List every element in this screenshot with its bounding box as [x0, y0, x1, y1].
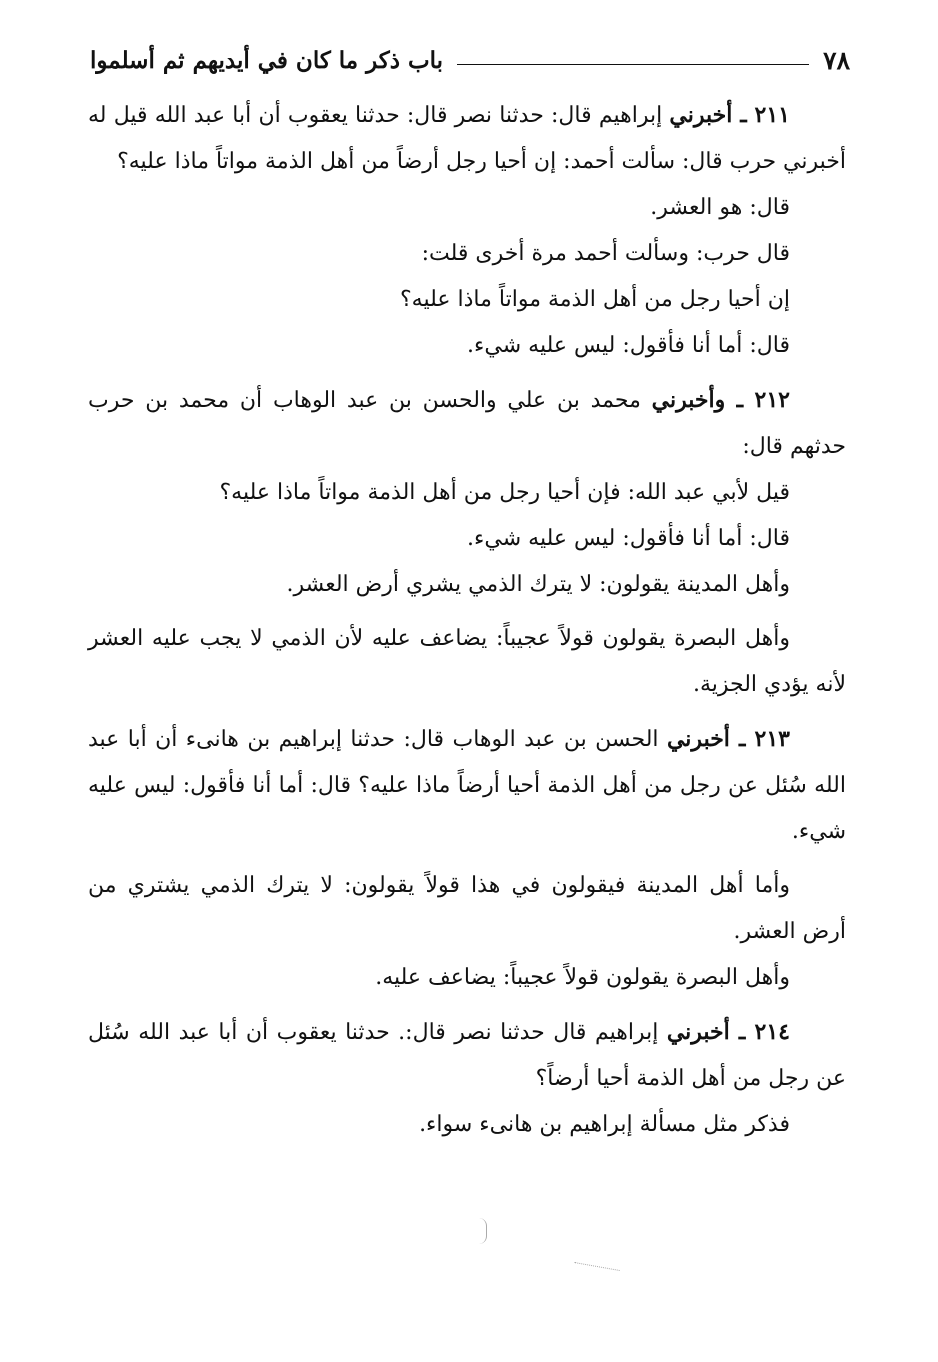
paragraph-212-line-1: قيل لأبي عبد الله: فإن أحيا رجل من أهل الذمة مواتاً ماذا عليه؟ [219, 480, 790, 505]
page-header [90, 40, 850, 80]
paragraph-211-line-4: قال: أما أنا فأقول: ليس عليه شيء. [467, 333, 790, 358]
paragraph-211-line-3: إن أحيا رجل من أهل الذمة مواتاً ماذا عليه؟ [399, 287, 790, 312]
scan-mark [476, 1218, 487, 1244]
paragraph-212-line-3: وأهل المدينة يقولون: لا يترك الذمي يشري أرض العشر. [286, 572, 790, 597]
narration-number-213: ٢١٣ ـ أخبرني [666, 726, 790, 752]
paragraph-213 [88, 716, 846, 855]
paragraph-213-text: الحسن بن عبد الوهاب قال: حدثنا إبراهيم بن هانىء أن أبا عبد الله سُئل عن رجل من أهل الذمة أحيا أرضاً ماذا عليه؟ قال: أما أنا فأقول: ليس عليه شيء. [88, 727, 846, 844]
narration-number-214: ٢١٤ ـ أخبرني [666, 1019, 790, 1045]
scan-mark-faint [574, 1262, 619, 1271]
chapter-title: باب ذكر ما كان في أيديهم ثم أسلموا [90, 46, 444, 74]
narration-number-211: ٢١١ ـ أخبرني [669, 102, 790, 128]
paragraph-214-line-1: فذكر مثل مسألة إبراهيم بن هانىء سواء. [419, 1112, 790, 1137]
paragraph-212-line-4: وأهل البصرة يقولون قولاً عجيباً: يضاعف عليه لأن الذمي لا يجب عليه العشر لأنه يؤدي الجزية. [88, 626, 846, 697]
page-body [88, 92, 846, 1148]
paragraph-212 [88, 377, 846, 470]
paragraph-214 [88, 1009, 846, 1102]
paragraph-214-text: إبراهيم قال حدثنا نصر قال:. حدثنا يعقوب أن أبا عبد الله سُئل عن رجل من أهل الذمة أحيا أرضاً؟ [88, 1020, 846, 1091]
paragraph-211-line-2: قال حرب: وسألت أحمد مرة أخرى قلت: [421, 241, 790, 266]
paragraph-212-line-2: قال: أما أنا فأقول: ليس عليه شيء. [467, 526, 790, 551]
paragraph-211 [88, 92, 846, 185]
header-rule [457, 64, 809, 65]
page-number: ٧٨ [823, 45, 850, 75]
paragraph-213-line-2: وأهل البصرة يقولون قولاً عجيباً: يضاعف عليه. [375, 965, 790, 990]
paragraph-211-line-1: قال: هو العشر. [650, 195, 790, 220]
paragraph-211-text: إبراهيم قال: حدثنا نصر قال: حدثنا يعقوب أن أبا عبد الله قيل له أخبرني حرب قال: سألت أحمد: إن أحيا رجل أرضاً من أهل الذمة مواتاً ماذا عليه؟ [88, 103, 846, 174]
paragraph-212-text: محمد بن علي والحسن بن عبد الوهاب أن محمد بن حرب حدثهم قال: [88, 388, 846, 459]
narration-number-212: ٢١٢ ـ وأخبرني [651, 387, 790, 413]
paragraph-213-line-1: وأما أهل المدينة فيقولون في هذا قولاً يقولون: لا يترك الذمي يشتري من أرض العشر. [88, 873, 846, 944]
